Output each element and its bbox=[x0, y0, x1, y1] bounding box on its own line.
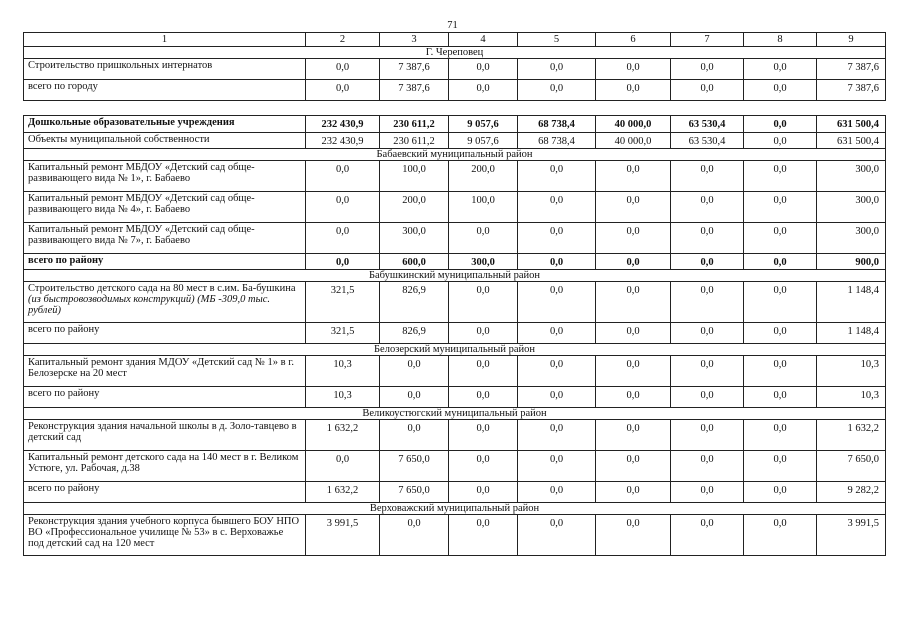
section-header-row bbox=[24, 149, 886, 161]
total-value: 7 387,6 bbox=[817, 80, 886, 101]
item-name bbox=[24, 282, 306, 323]
total-value: 10,3 bbox=[817, 387, 886, 408]
item-name-note: (из быстровозводимых конструкций) (МБ -309,0 тыс. рублей) bbox=[28, 294, 270, 316]
year-value: 826,9 bbox=[380, 282, 449, 323]
year-value: 0,0 bbox=[518, 420, 596, 451]
year-value: 0,0 bbox=[518, 323, 596, 344]
column-header: 5 bbox=[518, 33, 596, 47]
year-value: 0,0 bbox=[596, 451, 671, 482]
year-value: 0,0 bbox=[596, 59, 671, 80]
item-name-text: Капитальный ремонт детского сада на 140 мест в г. Великом Устюге, ул. Рабочая, д.38 bbox=[28, 452, 299, 474]
year-value: 0,0 bbox=[671, 223, 744, 254]
item-name bbox=[24, 356, 306, 387]
year-value: 0,0 bbox=[380, 420, 449, 451]
table-row bbox=[24, 482, 886, 503]
year-value: 0,0 bbox=[518, 192, 596, 223]
table-row bbox=[24, 59, 886, 80]
year-value: 0,0 bbox=[596, 161, 671, 192]
year-value: 0,0 bbox=[596, 356, 671, 387]
year-value: 63 530,4 bbox=[671, 133, 744, 149]
year-value: 0,0 bbox=[744, 133, 817, 149]
year-value: 0,0 bbox=[744, 192, 817, 223]
year-value: 7 650,0 bbox=[380, 482, 449, 503]
item-name-text: Капитальный ремонт МБДОУ «Детский сад обще-развивающего вида № 7», г. Бабаево bbox=[28, 224, 255, 246]
year-value: 40 000,0 bbox=[596, 116, 671, 133]
year-value: 0,0 bbox=[744, 223, 817, 254]
total-value: 1 148,4 bbox=[817, 323, 886, 344]
year-value: 0,0 bbox=[449, 80, 518, 101]
year-value: 0,0 bbox=[744, 356, 817, 387]
year-value: 0,0 bbox=[518, 356, 596, 387]
year-value: 7 650,0 bbox=[380, 451, 449, 482]
year-value: 0,0 bbox=[306, 59, 380, 80]
column-header: 2 bbox=[306, 33, 380, 47]
item-name bbox=[24, 116, 306, 133]
year-value: 0,0 bbox=[518, 451, 596, 482]
total-value: 631 500,4 bbox=[817, 133, 886, 149]
year-value: 9 057,6 bbox=[449, 133, 518, 149]
year-value: 0,0 bbox=[671, 254, 744, 270]
table-row bbox=[24, 323, 886, 344]
item-name bbox=[24, 192, 306, 223]
table-row bbox=[24, 420, 886, 451]
item-name bbox=[24, 323, 306, 344]
total-value: 1 632,2 bbox=[817, 420, 886, 451]
year-value: 0,0 bbox=[744, 387, 817, 408]
year-value: 0,0 bbox=[671, 420, 744, 451]
year-value: 0,0 bbox=[744, 451, 817, 482]
total-value: 300,0 bbox=[817, 192, 886, 223]
year-value: 0,0 bbox=[306, 223, 380, 254]
total-value: 7 650,0 bbox=[817, 451, 886, 482]
item-name-text: Капитальный ремонт здания МДОУ «Детский сад № 1» в г. Белозерске на 20 мест bbox=[28, 357, 294, 379]
year-value: 0,0 bbox=[518, 515, 596, 556]
table-row bbox=[24, 116, 886, 133]
year-value: 0,0 bbox=[518, 59, 596, 80]
item-name bbox=[24, 161, 306, 192]
year-value: 63 530,4 bbox=[671, 116, 744, 133]
item-name-text: Капитальный ремонт МБДОУ «Детский сад обще-развивающего вида № 4», г. Бабаево bbox=[28, 193, 255, 215]
year-value: 100,0 bbox=[380, 161, 449, 192]
year-value: 0,0 bbox=[671, 59, 744, 80]
year-value: 1 632,2 bbox=[306, 482, 380, 503]
section-title: Бабаевский муниципальный район bbox=[24, 149, 886, 161]
section-title: Г. Череповец bbox=[24, 47, 886, 59]
section-header-row bbox=[24, 47, 886, 59]
year-value: 0,0 bbox=[380, 387, 449, 408]
year-value: 0,0 bbox=[518, 482, 596, 503]
year-value: 232 430,9 bbox=[306, 133, 380, 149]
year-value: 0,0 bbox=[449, 482, 518, 503]
table-row bbox=[24, 223, 886, 254]
year-value: 230 611,2 bbox=[380, 116, 449, 133]
year-value: 7 387,6 bbox=[380, 80, 449, 101]
section-title: Бабушкинский муниципальный район bbox=[24, 270, 886, 282]
year-value: 9 057,6 bbox=[449, 116, 518, 133]
year-value: 0,0 bbox=[744, 323, 817, 344]
total-value: 900,0 bbox=[817, 254, 886, 270]
year-value: 0,0 bbox=[306, 451, 380, 482]
year-value: 0,0 bbox=[596, 323, 671, 344]
year-value: 3 991,5 bbox=[306, 515, 380, 556]
year-value: 0,0 bbox=[671, 161, 744, 192]
year-value: 10,3 bbox=[306, 387, 380, 408]
section-header-row bbox=[24, 408, 886, 420]
year-value: 0,0 bbox=[306, 254, 380, 270]
column-header: 9 bbox=[817, 33, 886, 47]
year-value: 0,0 bbox=[306, 161, 380, 192]
item-name-text: Капитальный ремонт МБДОУ «Детский сад обще-развивающего вида № 1», г. Бабаево bbox=[28, 162, 255, 184]
table-row bbox=[24, 254, 886, 270]
table-row bbox=[24, 192, 886, 223]
total-value: 7 387,6 bbox=[817, 59, 886, 80]
year-value: 0,0 bbox=[518, 223, 596, 254]
year-value: 0,0 bbox=[744, 161, 817, 192]
item-name-text: Строительство пришкольных интернатов bbox=[28, 60, 213, 71]
year-value: 0,0 bbox=[449, 223, 518, 254]
year-value: 0,0 bbox=[518, 282, 596, 323]
table-row bbox=[24, 80, 886, 101]
year-value: 0,0 bbox=[596, 515, 671, 556]
total-value: 631 500,4 bbox=[817, 116, 886, 133]
year-value: 0,0 bbox=[596, 192, 671, 223]
year-value: 826,9 bbox=[380, 323, 449, 344]
item-name bbox=[24, 133, 306, 149]
year-value: 300,0 bbox=[449, 254, 518, 270]
year-value: 300,0 bbox=[380, 223, 449, 254]
year-value: 0,0 bbox=[449, 282, 518, 323]
column-header: 7 bbox=[671, 33, 744, 47]
year-value: 0,0 bbox=[744, 420, 817, 451]
year-value: 1 632,2 bbox=[306, 420, 380, 451]
year-value: 100,0 bbox=[449, 192, 518, 223]
year-value: 0,0 bbox=[744, 80, 817, 101]
year-value: 0,0 bbox=[596, 482, 671, 503]
column-header: 1 bbox=[24, 33, 306, 47]
year-value: 0,0 bbox=[596, 223, 671, 254]
year-value: 0,0 bbox=[744, 515, 817, 556]
year-value: 0,0 bbox=[671, 451, 744, 482]
total-value: 10,3 bbox=[817, 356, 886, 387]
year-value: 0,0 bbox=[671, 282, 744, 323]
year-value: 232 430,9 bbox=[306, 116, 380, 133]
year-value: 0,0 bbox=[449, 356, 518, 387]
total-value: 3 991,5 bbox=[817, 515, 886, 556]
table-row bbox=[24, 356, 886, 387]
item-name bbox=[24, 254, 306, 270]
year-value: 0,0 bbox=[596, 282, 671, 323]
item-name-text: всего по городу bbox=[28, 81, 98, 92]
item-name-text: Строительство детского сада на 80 мест в с.им. Ба-бушкина bbox=[28, 283, 296, 294]
year-value: 0,0 bbox=[596, 387, 671, 408]
item-name bbox=[24, 482, 306, 503]
item-name-text: Реконструкция здания учебного корпуса бывшего БОУ НПО ВО «Профессиональное училище № 53» в с. Верховажье под детский сад на 120 мест bbox=[28, 516, 300, 549]
item-name bbox=[24, 451, 306, 482]
year-value: 0,0 bbox=[449, 323, 518, 344]
item-name bbox=[24, 59, 306, 80]
column-header: 8 bbox=[744, 33, 817, 47]
year-value: 68 738,4 bbox=[518, 133, 596, 149]
item-name-text: всего по району bbox=[28, 324, 100, 335]
year-value: 10,3 bbox=[306, 356, 380, 387]
item-name-text: всего по району bbox=[28, 483, 100, 494]
total-value: 1 148,4 bbox=[817, 282, 886, 323]
table-row bbox=[24, 133, 886, 149]
year-value: 600,0 bbox=[380, 254, 449, 270]
item-name-text: всего по району bbox=[28, 388, 100, 399]
table-row bbox=[24, 161, 886, 192]
section-title: Великоустюгский муниципальный район bbox=[24, 408, 886, 420]
header-row bbox=[24, 33, 886, 47]
year-value: 0,0 bbox=[744, 282, 817, 323]
year-value: 0,0 bbox=[306, 80, 380, 101]
column-header: 3 bbox=[380, 33, 449, 47]
year-value: 321,5 bbox=[306, 282, 380, 323]
year-value: 0,0 bbox=[671, 482, 744, 503]
year-value: 0,0 bbox=[449, 420, 518, 451]
year-value: 0,0 bbox=[449, 451, 518, 482]
year-value: 0,0 bbox=[449, 59, 518, 80]
page-number: 71 bbox=[447, 20, 458, 31]
total-value: 300,0 bbox=[817, 161, 886, 192]
year-value: 0,0 bbox=[671, 323, 744, 344]
table-row bbox=[24, 387, 886, 408]
section-title: Белозерский муниципальный район bbox=[24, 344, 886, 356]
year-value: 0,0 bbox=[744, 254, 817, 270]
year-value: 0,0 bbox=[518, 161, 596, 192]
item-name-text: всего по району bbox=[28, 255, 104, 266]
year-value: 0,0 bbox=[518, 80, 596, 101]
year-value: 0,0 bbox=[518, 254, 596, 270]
total-value: 300,0 bbox=[817, 223, 886, 254]
year-value: 200,0 bbox=[449, 161, 518, 192]
total-value: 9 282,2 bbox=[817, 482, 886, 503]
year-value: 0,0 bbox=[518, 387, 596, 408]
year-value: 0,0 bbox=[449, 387, 518, 408]
year-value: 0,0 bbox=[744, 482, 817, 503]
budget-table bbox=[23, 32, 886, 556]
year-value: 0,0 bbox=[744, 59, 817, 80]
item-name-text: Реконструкция здания начальной школы в д. Золо-тавцево в детский сад bbox=[28, 421, 297, 443]
year-value: 0,0 bbox=[380, 515, 449, 556]
year-value: 0,0 bbox=[596, 420, 671, 451]
spacer-row bbox=[24, 101, 886, 116]
year-value: 0,0 bbox=[449, 515, 518, 556]
year-value: 0,0 bbox=[671, 80, 744, 101]
column-header: 6 bbox=[596, 33, 671, 47]
item-name bbox=[24, 420, 306, 451]
item-name-text: Дошкольные образовательные учреждения bbox=[28, 117, 235, 128]
year-value: 0,0 bbox=[380, 356, 449, 387]
year-value: 7 387,6 bbox=[380, 59, 449, 80]
spacer-cell bbox=[24, 101, 886, 116]
year-value: 0,0 bbox=[306, 192, 380, 223]
section-header-row bbox=[24, 503, 886, 515]
year-value: 0,0 bbox=[671, 356, 744, 387]
column-header: 4 bbox=[449, 33, 518, 47]
table-row bbox=[24, 282, 886, 323]
table-row bbox=[24, 515, 886, 556]
year-value: 0,0 bbox=[744, 116, 817, 133]
year-value: 0,0 bbox=[671, 192, 744, 223]
item-name-text: Объекты муниципальной собственности bbox=[28, 134, 210, 145]
year-value: 40 000,0 bbox=[596, 133, 671, 149]
year-value: 230 611,2 bbox=[380, 133, 449, 149]
section-title: Верховажский муниципальный район bbox=[24, 503, 886, 515]
year-value: 0,0 bbox=[671, 515, 744, 556]
section-header-row bbox=[24, 270, 886, 282]
item-name bbox=[24, 515, 306, 556]
year-value: 321,5 bbox=[306, 323, 380, 344]
item-name bbox=[24, 80, 306, 101]
year-value: 0,0 bbox=[596, 80, 671, 101]
item-name bbox=[24, 387, 306, 408]
year-value: 0,0 bbox=[596, 254, 671, 270]
section-header-row bbox=[24, 344, 886, 356]
year-value: 200,0 bbox=[380, 192, 449, 223]
table-row bbox=[24, 451, 886, 482]
item-name bbox=[24, 223, 306, 254]
year-value: 0,0 bbox=[671, 387, 744, 408]
year-value: 68 738,4 bbox=[518, 116, 596, 133]
